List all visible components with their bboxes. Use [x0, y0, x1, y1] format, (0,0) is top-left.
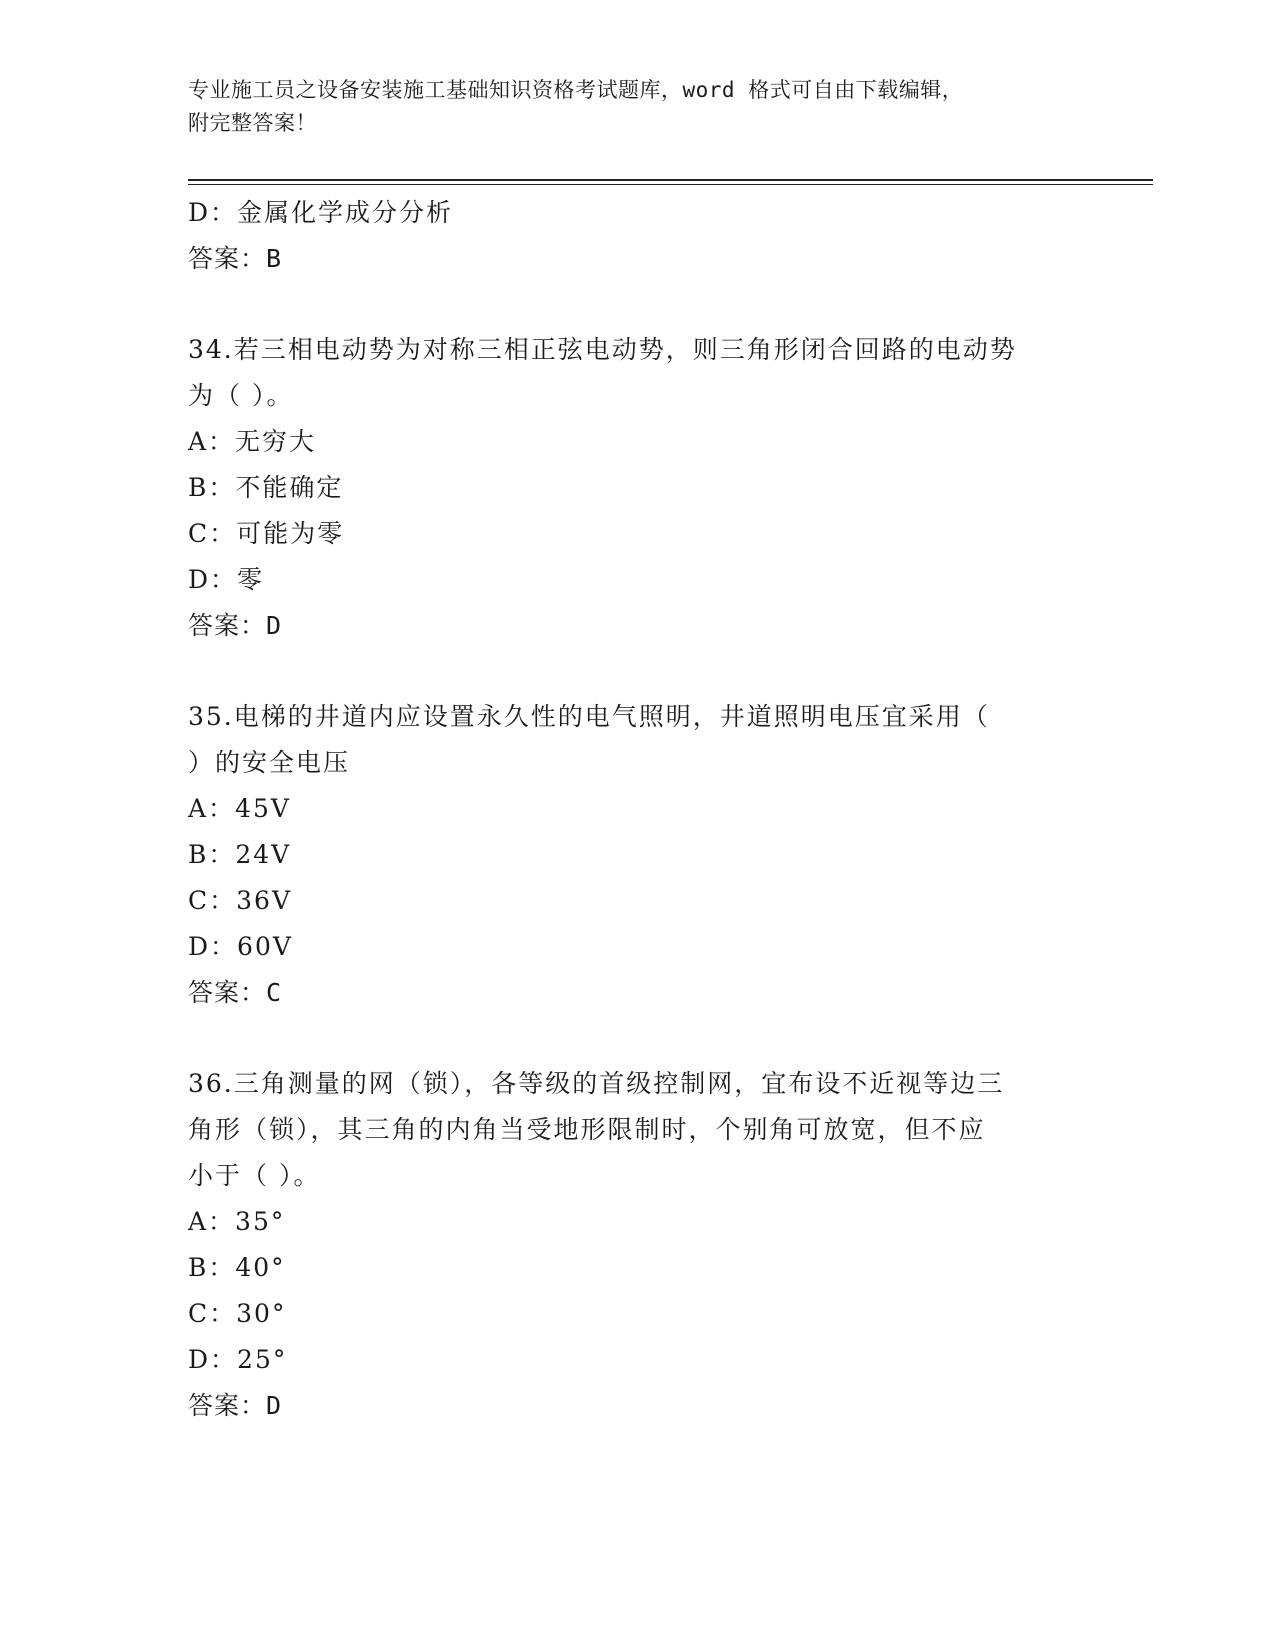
question-content [188, 190, 1088, 1429]
document-header [188, 74, 1088, 140]
answer-label: 答案： [188, 978, 267, 1007]
question-stem-line: 36.三角测量的网（锁），各等级的首级控制网，宜布设不近视等边三 [188, 1069, 1005, 1098]
header-line-1: 专业施工员之设备安装施工基础知识资格考试题库，word 格式可自由下载编辑， [188, 78, 964, 102]
header-divider-thick [188, 179, 1153, 181]
header-divider-thin [188, 184, 1153, 185]
option-c: C：可能为零 [188, 519, 345, 548]
question-34 [188, 327, 1088, 649]
answer-line [188, 236, 1088, 282]
previous-question-tail [188, 190, 1088, 282]
option-b: B：24V [188, 840, 292, 869]
answer-line [188, 603, 1088, 649]
option-b: B：40° [188, 1253, 286, 1282]
option-b: B：不能确定 [188, 473, 344, 502]
question-stem-line: 34.若三相电动势为对称三相正弦电动势，则三角形闭合回路的电动势 [188, 335, 1017, 364]
option-d: D：金属化学成分分析 [188, 198, 454, 227]
question-stem-line: 小于（ ）。 [188, 1161, 321, 1190]
question-stem-line: 为（ ）。 [188, 381, 294, 410]
answer-value: D [266, 1391, 283, 1420]
question-36 [188, 1061, 1088, 1429]
answer-line [188, 970, 1088, 1016]
option-c: C：30° [188, 1299, 287, 1328]
question-35 [188, 694, 1088, 1016]
question-stem-line: 35.电梯的井道内应设置永久性的电气照明，井道照明电压宜采用（ [188, 702, 990, 731]
question-stem-line: ）的安全电压 [188, 748, 351, 777]
header-line-2: 附完整答案！ [188, 111, 317, 135]
option-d: D：60V [188, 932, 293, 961]
option-a: A：45V [188, 794, 291, 823]
question-stem-line: 角形（锁），其三角的内角当受地形限制时，个别角可放宽，但不应 [188, 1115, 986, 1144]
answer-line [188, 1383, 1088, 1429]
answer-label: 答案： [188, 611, 267, 640]
answer-label: 答案： [188, 1391, 267, 1420]
answer-value: D [266, 611, 283, 640]
option-d: D：25° [188, 1345, 288, 1374]
answer-value: B [266, 244, 283, 273]
option-c: C：36V [188, 886, 292, 915]
option-d: D：零 [188, 565, 265, 594]
answer-label: 答案： [188, 244, 267, 273]
option-a: A：35° [188, 1207, 286, 1236]
option-a: A：无穷大 [188, 427, 317, 456]
answer-value: C [266, 978, 283, 1007]
